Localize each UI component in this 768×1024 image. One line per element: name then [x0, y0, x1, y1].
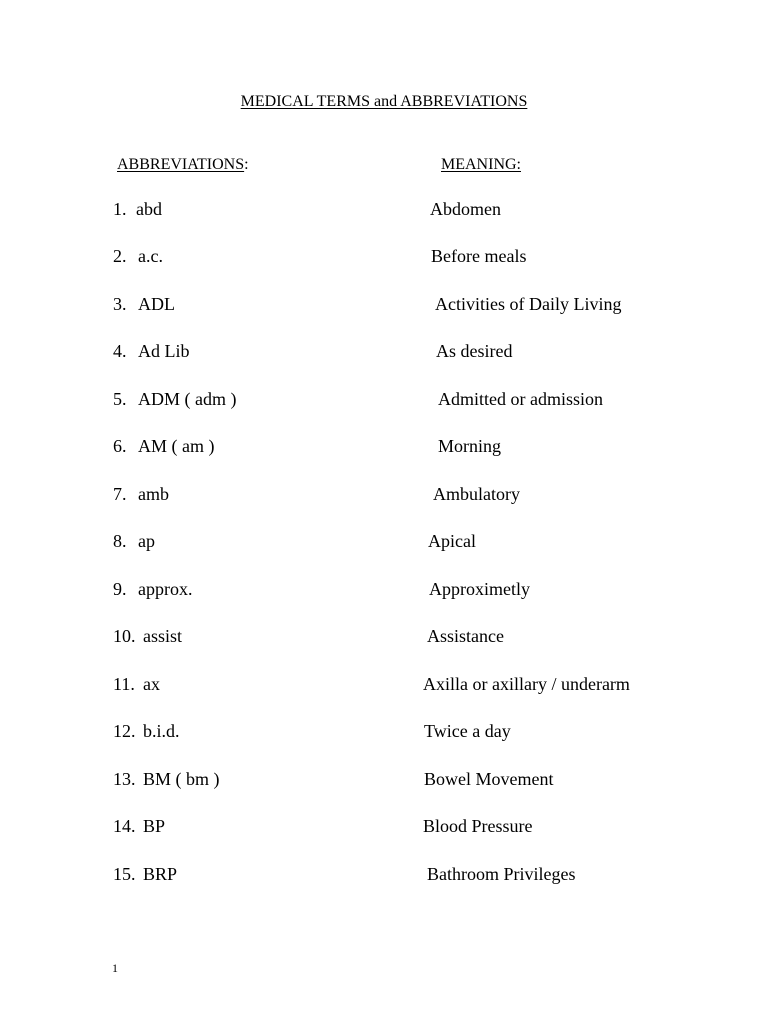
- entry-number: 10.: [113, 626, 136, 646]
- entry-abbreviation: ap: [138, 531, 155, 551]
- entry-number: 14.: [113, 816, 136, 836]
- entry-number: 12.: [113, 721, 136, 741]
- entry-meaning: Activities of Daily Living: [435, 294, 622, 314]
- entry-meaning: Twice a day: [424, 721, 511, 741]
- entry-abbreviation: Ad Lib: [138, 341, 190, 361]
- entry-meaning: Assistance: [427, 626, 504, 646]
- entry-meaning: Bathroom Privileges: [427, 864, 576, 884]
- entry-number: 2.: [113, 246, 127, 266]
- entry-number: 1.: [113, 199, 127, 219]
- entry-number: 11.: [113, 674, 135, 694]
- entry-number: 6.: [113, 436, 127, 456]
- entry-number: 13.: [113, 769, 136, 789]
- entry-abbreviation: ADM ( adm ): [138, 389, 237, 409]
- abbreviations-header-colon: :: [244, 156, 249, 173]
- entry-meaning: Approximetly: [429, 579, 530, 599]
- document-title-text: MEDICAL TERMS and ABBREVIATIONS: [240, 93, 528, 110]
- entry-meaning: Morning: [438, 436, 501, 456]
- document-title: [0, 93, 768, 111]
- entry-meaning: Blood Pressure: [423, 816, 533, 836]
- entry-meaning: Ambulatory: [433, 484, 520, 504]
- entry-meaning: Bowel Movement: [424, 769, 554, 789]
- entry-number: 15.: [113, 864, 136, 884]
- meaning-header-text: MEANING:: [441, 156, 521, 173]
- entry-abbreviation: assist: [143, 626, 183, 646]
- entry-meaning: As desired: [436, 341, 513, 361]
- entry-abbreviation: approx.: [138, 579, 193, 599]
- entry-abbreviation: ax: [143, 674, 160, 694]
- entry-number: 9.: [113, 579, 127, 599]
- entry-number: 3.: [113, 294, 127, 314]
- entry-meaning: Abdomen: [430, 199, 501, 219]
- meaning-header: [441, 156, 521, 174]
- entry-abbreviation: a.c.: [138, 246, 163, 266]
- entry-abbreviation: AM ( am ): [138, 436, 215, 456]
- entry-number: 5.: [113, 389, 127, 409]
- entry-number: 8.: [113, 531, 127, 551]
- abbreviations-header: [117, 156, 249, 174]
- entry-abbreviation: ADL: [138, 294, 175, 314]
- entry-abbreviation: abd: [136, 199, 162, 219]
- entry-meaning: Before meals: [431, 246, 527, 266]
- entry-abbreviation: BP: [143, 816, 166, 836]
- entry-meaning: Admitted or admission: [438, 389, 603, 409]
- entry-number: 7.: [113, 484, 127, 504]
- entry-abbreviation: BM ( bm ): [143, 769, 220, 789]
- page-number: 1: [112, 961, 118, 975]
- entry-meaning: Apical: [428, 531, 476, 551]
- entry-abbreviation: b.i.d.: [143, 721, 180, 741]
- abbreviations-header-text: ABBREVIATIONS: [117, 156, 245, 173]
- entry-abbreviation: BRP: [143, 864, 178, 884]
- entry-abbreviation: amb: [138, 484, 169, 504]
- entry-number: 4.: [113, 341, 127, 361]
- entry-meaning: Axilla or axillary / underarm: [423, 674, 630, 694]
